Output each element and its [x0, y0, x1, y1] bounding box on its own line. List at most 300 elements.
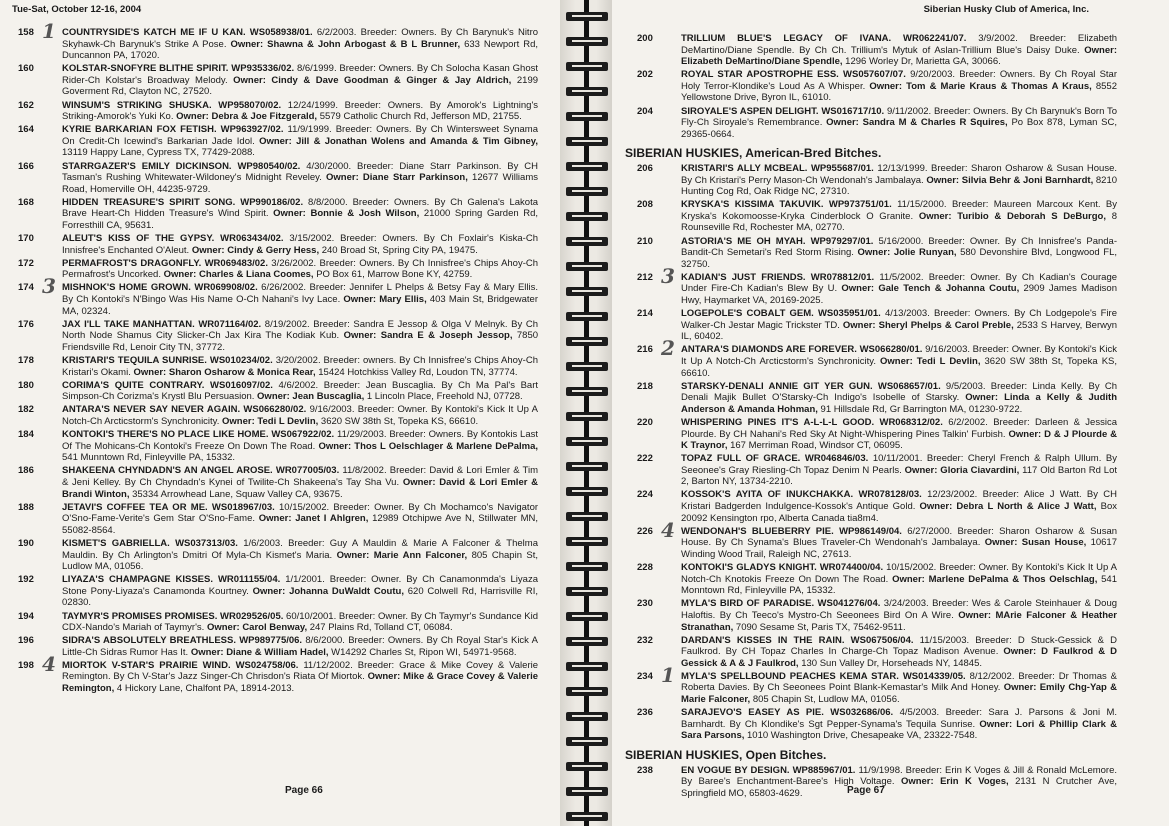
entry-details: 5/16/2000. Breeder: Owner. By Ch Innisfree's Panda-Bandit-Ch Semetari's Red Storm Rising.	[681, 235, 1118, 259]
owner-address: 805 Chapin St, Ludlow MA, 01056.	[752, 694, 900, 706]
owner-address: 13119 Happy Lane, Cypress TX, 77429-2088.	[62, 147, 255, 159]
entry-number	[18, 429, 62, 441]
owner-address: 247 Plains Rd, Tolland CT, 06084.	[309, 622, 453, 634]
owner-address: 1296 Worley Dr, Marietta GA, 30066.	[845, 56, 1001, 68]
catalog-number: 236	[637, 707, 653, 719]
entry-details: 6/2/2002. Breeder: Darleen & Jessica Plourde. By CH Nahani's Red Sky At Night-Whispering Pines Talkin' Furbish.	[681, 416, 1117, 440]
entry-number	[18, 465, 62, 477]
dog-name: COUNTRYSIDE'S KATCH ME IF U KAN.	[62, 27, 246, 38]
catalog-entry	[637, 489, 1117, 524]
registration-number: WR077005/03.	[275, 465, 340, 477]
dog-name: WHISPERING PINES IT'S A-L-L-L GOOD.	[681, 416, 875, 428]
entry-text	[62, 611, 538, 634]
entry-details: 6/2/2003. Breeder: Owners. By Ch Barynuk's Nitro Skyhawk-Ch Barynuk's Strike A Pose.	[62, 27, 539, 50]
catalog-number: 200	[637, 33, 653, 44]
entry-details: 10/15/2002. Breeder: Owner. By Kontoki's Kick It Up A Notch-Ch Knotokis Freeze On Down The Road.	[681, 562, 1118, 585]
catalog-number: 204	[637, 105, 653, 117]
entry-details: 8/6/2000. Breeder: Owners. By Ch Royal Star's Kick A Little-Ch Sidras Rumor Has It.	[62, 635, 538, 658]
entry-text	[681, 308, 1117, 343]
catalog-number: 202	[637, 69, 653, 81]
catalog-entry	[18, 380, 538, 403]
left-page	[0, 0, 560, 826]
owner-address: 620 Colwell Rd, Harrisville RI, 02830.	[62, 585, 539, 609]
registration-number: WR069483/02.	[204, 257, 268, 269]
owner-address: 8552 Yellowstone Drive, Byron IL, 61010.	[681, 80, 1117, 104]
owner-name: Owner: Shawna & John Arbogast & B L Brunner,	[230, 38, 461, 50]
binding-coil	[566, 262, 608, 271]
catalog-number: 226	[637, 525, 653, 537]
entry-number	[18, 355, 62, 367]
catalog-number: 168	[18, 196, 34, 208]
entry-number	[637, 336, 681, 361]
catalog-entry	[637, 635, 1117, 670]
registration-number: WP980540/02.	[237, 160, 301, 172]
owner-name: Owner: Sandra M & Charles R Squires,	[826, 117, 1008, 129]
catalog-entry	[637, 598, 1117, 633]
binding-coil	[566, 237, 608, 246]
binding-coil	[566, 137, 608, 146]
owner-address: 580 Devonshire Blvd, Longwood FL, 32750.	[681, 247, 1118, 270]
registration-number: WS018967/03.	[211, 501, 275, 513]
registration-number: WR011155/04.	[217, 574, 281, 586]
owner-name: Owner: David & Lori Emler & Brandi Winton,	[62, 476, 538, 500]
binding-coil	[566, 212, 608, 221]
registration-number: WS066280/02.	[243, 404, 307, 416]
binding-coil	[566, 612, 608, 621]
registration-number: WS067506/04.	[850, 634, 914, 646]
catalog-number: 212	[637, 271, 653, 283]
registration-number: WR062241/07.	[903, 33, 967, 44]
catalog-entry	[637, 163, 1117, 198]
owner-name: Owner: Debra & Joe Fitzgerald,	[176, 111, 318, 123]
entry-details: 8/19/2002. Breeder: Sandra E Jessop & Olga V Melnyk. By Ch North Node Shamus City Slicker-Ch Jax Kira The Kodiak Kub.	[62, 318, 538, 342]
owner-name: Owner: Diane & William Hadel,	[190, 646, 329, 658]
entry-text	[681, 453, 1117, 488]
dog-name: MIORTOK V-STAR'S PRAIRIE WIND.	[62, 659, 231, 671]
binding-coil	[566, 787, 608, 796]
owner-name: Owner: Cindy & Dave Goodman & Ginger & Jay Aldrich,	[233, 74, 512, 86]
catalog-entry	[18, 429, 538, 464]
entry-details: 1/1/2001. Breeder: Owner. By Ch Canamonmda's Liyaza Stone Pony-Liyaza's Canamonda Kourtney.	[62, 574, 538, 597]
entry-details: 11/29/2003. Breeder: Owners. By Kontokis Last Of The Mohicans-Ch Kontoki's Freeze On Down The Road.	[62, 429, 538, 452]
entry-number	[18, 404, 62, 416]
dog-name: WENDONAH'S BLUEBERRY PIE.	[681, 525, 834, 537]
owner-name: Owner: Gloria Ciavardini,	[904, 464, 1020, 476]
registration-number: WP990186/02.	[240, 196, 304, 208]
owner-address: 8 Rounseville Rd, Rochester MA, 02770.	[681, 210, 1117, 234]
registration-number: WR063434/02.	[220, 233, 284, 245]
binding-coil	[566, 187, 608, 196]
entry-details: 3/26/2002. Breeder: Owners. By Ch Innisfree's Chips Ahoy-Ch Permafrost's Uncorked.	[62, 257, 539, 281]
entry-details: 6/26/2002. Breeder: Jennifer L Phelps & Betsy Fay & Mary Ellis. By Ch Kontoki's N'Bingo Was His Name O-Ch Nahani's Ivy Lace.	[62, 282, 539, 306]
entry-text	[62, 660, 538, 695]
dog-name: STARSKY-DENALI ANNIE GIT YER GUN.	[681, 380, 873, 392]
entry-number	[18, 63, 62, 75]
dog-name: SARAJEVO'S EASEY AS PIE.	[681, 707, 824, 719]
catalog-entry	[18, 319, 538, 354]
entry-details: 9/5/2003. Breeder: Linda Kelly. By Ch Denali Majik Bullet O'Starsky-Ch Indigo's Isobelle of Starsky.	[681, 380, 1117, 404]
catalog-number: 210	[637, 235, 653, 247]
owner-address: 91 Hillsdale Rd, Gr Barrington MA, 01230-9722.	[820, 403, 1023, 415]
registration-number: WS057607/07.	[843, 69, 906, 81]
dog-name: KOSSOK'S AYITA OF INUKCHAKKA.	[681, 489, 854, 501]
binding-coil	[566, 87, 608, 96]
dog-name: ANTARA'S DIAMONDS ARE FOREVER.	[681, 344, 857, 356]
registration-number: WP979297/01.	[810, 235, 874, 247]
dog-name: KRYSKA'S KISSIMA TAKUVIK.	[681, 199, 824, 211]
catalog-entry	[637, 308, 1117, 343]
catalog-number: 196	[18, 635, 34, 647]
owner-address: 805 Chapin St, Ludlow MA, 01056.	[62, 549, 539, 573]
entry-text	[681, 163, 1117, 198]
dog-name: KRISTARI'S TEQUILA SUNRISE.	[62, 355, 207, 367]
entry-number	[637, 417, 681, 429]
owner-address: 5579 Catholic Church Rd, Jefferson MD, 21755.	[319, 111, 522, 123]
catalog-entry	[637, 236, 1117, 271]
dog-name: STARRGAZER'S EMILY DICKINSON.	[62, 160, 232, 172]
entry-details: 8/12/2002. Breeder: Dr Thomas & Roberta Davies. By Ch Seeonees Point Blank-Kemastar's Milk And Honey.	[681, 670, 1118, 694]
registration-number: WS014339/05.	[902, 670, 966, 682]
owner-address: 21000 Spring Garden Rd, Forresthill CA, 95631.	[62, 208, 539, 231]
entry-details: 1/6/2003. Breeder: Guy A Mauldin & Marie A Falconer & Thelma Mauldin. By Ch Arlington's Dmitri Of Myla-Ch Kismet's Maria.	[62, 537, 538, 561]
catalog-entry	[18, 404, 538, 427]
registration-number: WP955687/01.	[810, 162, 874, 174]
registration-number: WR068312/02.	[879, 416, 943, 428]
owner-name: Owner: Marlene DePalma & Thos Oelschlag,	[892, 573, 1098, 585]
dog-name: KONTOKI'S GLADYS KNIGHT.	[681, 562, 817, 574]
registration-number: WS032686/06.	[830, 707, 894, 719]
entry-number	[637, 236, 681, 248]
registration-number: WR046846/03.	[804, 453, 869, 465]
catalog-number: 198	[18, 659, 34, 671]
entry-number	[18, 611, 62, 623]
registration-number: WR069908/02.	[194, 282, 258, 294]
catalog-entry	[18, 233, 538, 256]
page-number-right: Page 67	[847, 785, 885, 796]
owner-address: 12677 Williams Road, Homerville OH, 44235-9729.	[62, 172, 538, 195]
binding-coil	[566, 712, 608, 721]
owner-address: 130 Sun Valley Dr, Horseheads NY, 14845.	[801, 657, 982, 669]
entry-details: 4/5/2003. Breeder: Sara J. Parsons & Joni M. Barnhardt. By Ch Klondike's Sgt Pepper-Synama's Tequila Sunrise.	[681, 707, 1118, 730]
entry-text	[681, 765, 1117, 800]
catalog-number: 206	[637, 162, 653, 174]
right-page	[612, 0, 1169, 826]
catalog-entry	[637, 199, 1117, 234]
registration-number: WS068657/01.	[877, 380, 941, 392]
binding-coil	[566, 437, 608, 446]
owner-address: W14292 Charles St, Ripon WI, 54971-9568.	[331, 646, 517, 658]
entry-details: 12/24/1999. Breeder: Owners. By Amorok's Lightning's Striking-Amorok's Yuki Ko.	[62, 99, 539, 123]
handwritten-placement: 3	[42, 274, 56, 299]
catalog-number: 234	[637, 670, 653, 682]
catalog-entry	[18, 465, 538, 500]
entry-text	[62, 355, 538, 378]
entry-details: 10/15/2002. Breeder: Owner. By Ch Mochamco's Navigator O'Sno-Fame-Verite's Gem Star O'Sno-Fame.	[62, 501, 539, 525]
binding-coil	[566, 62, 608, 71]
owner-name: Owner: Gale Tench & Johanna Coutu,	[841, 283, 1020, 295]
entry-number	[637, 635, 681, 647]
entry-text	[681, 344, 1117, 379]
catalog-entry	[18, 502, 538, 537]
entry-text	[681, 526, 1117, 561]
owner-name: Owner: Erin K Voges,	[900, 776, 1009, 788]
catalog-number: 180	[18, 379, 34, 391]
registration-number: WR071164/02.	[198, 318, 262, 330]
catalog-number: 208	[637, 199, 653, 211]
dog-name: ASTORIA'S ME OH MYAH.	[681, 235, 806, 247]
entry-number	[637, 562, 681, 574]
owner-address: 2199 Goverment Rd, Clayton NC, 27520.	[62, 74, 539, 98]
catalog-number: 230	[637, 598, 653, 610]
catalog-number: 222	[637, 453, 653, 465]
owner-name: Owner: Elizabeth DeMartino/Diane Spendle,	[681, 44, 1118, 68]
owner-name: Owner: Lori & Phillip Clark & Sara Parsons,	[681, 718, 1117, 742]
owner-name: Owner: Diane Starr Parkinson,	[326, 172, 468, 184]
catalog-entry	[637, 381, 1117, 416]
entry-number	[637, 517, 681, 542]
owner-name: Owner: D Faulkrod & D Gessick & A & J Faulkrod,	[681, 646, 1118, 669]
entry-text	[62, 124, 538, 159]
catalog-entry	[637, 69, 1117, 104]
running-head-date: Tue-Sat, October 12-16, 2004	[12, 4, 142, 15]
binding-coil	[566, 562, 608, 571]
registration-number: WS066280/01.	[859, 344, 923, 356]
entry-number	[18, 197, 62, 209]
catalog-number: 238	[637, 764, 653, 776]
entry-number	[637, 381, 681, 393]
catalog-number: 216	[637, 344, 653, 356]
catalog-number: 170	[18, 233, 34, 245]
registration-number: WS024758/06.	[235, 659, 299, 671]
entry-text	[681, 671, 1117, 706]
entry-number	[18, 574, 62, 586]
owner-name: Owner: Emily Chg-Yap & Marie Falconer,	[681, 682, 1117, 706]
catalog-number: 224	[637, 489, 653, 501]
registration-number: WR074400/04.	[819, 562, 884, 574]
catalog-number: 182	[18, 404, 34, 416]
entry-text	[681, 106, 1117, 141]
owner-address: 541 Munntown Rd, Finleyville PA, 15332.	[62, 452, 236, 464]
owner-name: Owner: Sandra E & Joseph Jessop,	[343, 330, 513, 342]
section-heading-open: SIBERIAN HUSKIES, Open Bitches.	[625, 747, 827, 762]
owner-name: Owner: Silvia Behr & Joni Barnhardt,	[926, 174, 1094, 186]
owner-name: Owner: Mike & Grace Covey & Valerie Remington,	[62, 671, 539, 695]
owner-address: Box 20092 Kensington rpo, Alberta Canada tia8m4.	[681, 501, 1118, 524]
entry-details: 11/8/2002. Breeder: David & Lori Emler & Tim & Jeni Kelley. By Ch Chyndadn's Kynei of Twilite-Ch Shakeena's Tay Sha Vu.	[62, 465, 539, 488]
owner-address: PO Box 61, Marrow Bone KY, 42759.	[316, 269, 473, 281]
entry-text	[62, 538, 538, 573]
entry-number	[18, 258, 62, 270]
owner-address: 10617 Winding Wood Trail, Raleigh NC, 27613.	[681, 537, 1117, 560]
binding-coil	[566, 312, 608, 321]
catalog-entry	[637, 33, 1117, 68]
owner-name: Owner: D & J Plourde & K Traynor,	[681, 428, 1118, 452]
entry-list-right	[625, 33, 1118, 801]
owner-name: Owner: Charles & Liana Coomes,	[163, 269, 314, 281]
entry-text	[62, 635, 538, 658]
dog-name: TAYMYR'S PROMISES PROMISES.	[62, 610, 218, 622]
entry-number	[637, 263, 681, 288]
dog-name: EN VOGUE BY DESIGN.	[681, 764, 790, 776]
entry-details: 11/9/1999. Breeder: Owners. By Ch Wintersweet Synama On Credit-Ch Icewind's Barkarian Jade Idol.	[62, 124, 538, 147]
owner-address: 7850 Friendsville Rd, Lenoir City TN, 37772.	[62, 330, 539, 353]
handwritten-placement: 3	[661, 263, 675, 288]
entry-details: 8/6/1999. Breeder: Owners. By Ch Solocha Kasan Ghost Rider-Ch Kolstar's Broadway Melody.	[62, 63, 538, 86]
registration-number: WP963927/02.	[220, 124, 284, 136]
page-number-left: Page 66	[285, 785, 323, 796]
entry-group-top	[637, 33, 1117, 140]
catalog-entry	[637, 453, 1117, 488]
entry-number	[18, 635, 62, 647]
registration-number: WP986149/04.	[839, 525, 902, 537]
entry-details: 11/12/2002. Breeder: Grace & Mike Covey & Valerie Remington. By Ch V-Star's Jazz Singer-Ch Chrisdon's Riata Of Miortok.	[62, 659, 539, 683]
entry-text	[681, 199, 1117, 234]
entry-text	[62, 197, 538, 232]
section-heading-american-bred: SIBERIAN HUSKIES, American-Bred Bitches.	[625, 146, 882, 161]
entry-details: 3/24/2003. Breeder: Wes & Carole Steinhauer & Doug Haloftis. By Ch Teeco's Mystro-Ch Seeonees Bird On A Wire.	[681, 598, 1118, 621]
entry-number	[637, 598, 681, 610]
owner-address: 240 Broad St, Spring City PA, 19475.	[321, 244, 478, 256]
owner-name: Owner: Debra L North & Alice J Watt,	[919, 501, 1097, 513]
dog-name: SIROYALE'S ASPEN DELIGHT.	[681, 105, 819, 117]
owner-address: 4 Hickory Lane, Chalfont PA, 18914-2013.	[116, 683, 295, 695]
catalog-entry	[637, 707, 1117, 742]
catalog-entry	[637, 336, 1118, 379]
entry-number	[18, 161, 62, 173]
catalog-number: 228	[637, 562, 653, 574]
binding-coil	[566, 637, 608, 646]
catalog-entry	[18, 538, 538, 573]
owner-address: 15424 Hotchkiss Valley Rd, Loudon TN, 37774.	[318, 366, 518, 378]
dog-name: TRILLIUM BLUE'S LEGACY OF IVANA.	[681, 33, 892, 44]
dog-name: LOGEPOLE'S COBALT GEM.	[681, 308, 814, 320]
entry-number	[18, 319, 62, 331]
entry-details: 11/9/1998. Breeder: Erin K Voges & Jill & Ronald McLemore. By Baree's Enchantment-Baree's High Voltage.	[681, 764, 1118, 788]
entry-number	[18, 502, 62, 514]
entry-text	[681, 598, 1117, 633]
entry-details: 9/16/2003. Breeder: Owner. By Kontoki's Kick It Up A Notch-Ch Arcticstorm's Synchronicity.	[681, 344, 1118, 367]
dog-name: JAX I'LL TAKE MANHATTAN.	[62, 318, 195, 330]
dog-name: JETAVI'S COFFEE TEA OR ME.	[62, 501, 208, 513]
dog-name: MYLA'S BIRD OF PARADISE.	[681, 598, 815, 610]
catalog-number: 178	[18, 355, 34, 367]
entry-text	[62, 429, 538, 464]
catalog-entry	[637, 517, 1118, 561]
binding-coil	[566, 112, 608, 121]
registration-number: WP958070/02.	[218, 99, 282, 111]
catalog-entry	[18, 100, 538, 123]
owner-address: 403 Main St, Bridgewater MA, 02324.	[62, 294, 538, 317]
dog-name: KONTOKI'S THERE'S NO PLACE LIKE HOME.	[62, 429, 269, 441]
entry-text	[681, 417, 1117, 452]
entry-number	[637, 69, 681, 81]
catalog-number: 220	[637, 416, 653, 428]
catalog-number: 232	[637, 634, 653, 646]
owner-address: 541 Monntown Rd, Finleyville PA, 15332.	[681, 573, 1117, 597]
owner-address: 1010 Washington Drive, Chesapeake VA, 23322-7548.	[747, 730, 978, 742]
dog-name: SHAKEENA CHYNDADN'S AN ANGEL AROSE.	[62, 465, 273, 477]
owner-name: Owner: Linda a Kelly & Judith Anderson & Amanda Hohman,	[681, 392, 1117, 415]
entry-text	[681, 236, 1117, 271]
entry-number	[18, 100, 62, 112]
owner-name: Owner: Marie Ann Falconer,	[336, 549, 468, 561]
owner-name: Owner: MArie Falconer & Heather Stranathan,	[681, 609, 1117, 633]
owner-address: 2909 James Madison Hwy, Haymarket VA, 20169-2025.	[681, 283, 1117, 306]
catalog-number: 194	[18, 610, 34, 622]
dog-name: KRISTARI'S ALLY MCBEAL.	[681, 162, 808, 174]
dog-name: LIYAZA'S CHAMPAGNE KISSES.	[62, 574, 213, 586]
entry-text	[62, 258, 538, 281]
catalog-entry	[18, 63, 538, 98]
owner-address: 35334 Arrowhead Lane, Squaw Valley CA, 93675.	[132, 488, 343, 500]
handwritten-placement: 4	[42, 651, 56, 676]
entry-text	[681, 33, 1117, 68]
registration-number: WS037313/03.	[175, 537, 238, 549]
entry-text	[62, 574, 538, 609]
registration-number: WR078128/03.	[858, 489, 922, 501]
entry-details: 12/23/2002. Breeder: Alice J Watt. By CH Kristari Badgerden Indulgence-Kossok's Antique Gold.	[681, 489, 1118, 513]
registration-number: WP973751/01.	[828, 199, 892, 211]
catalog-number: 176	[18, 318, 34, 330]
entry-text	[681, 635, 1117, 670]
owner-address: 1 Lincoln Place, Freehold NJ, 07728.	[366, 391, 523, 403]
entry-number	[18, 124, 62, 136]
entry-text	[681, 69, 1117, 104]
catalog-number: 174	[18, 282, 34, 294]
catalog-entry	[18, 611, 538, 634]
owner-name: Owner: Turibio & Deborah S DeBurgo,	[918, 210, 1106, 222]
catalog-number: 190	[18, 537, 34, 549]
catalog-number: 188	[18, 501, 34, 513]
owner-address: 3620 SW 38th St, Topeka KS, 66610.	[320, 416, 479, 427]
entry-list-left	[18, 19, 539, 696]
dog-name: PERMAFROST'S DRAGONFLY.	[62, 257, 202, 269]
binding-coil	[566, 737, 608, 746]
entry-number	[637, 308, 681, 320]
catalog-entry	[637, 417, 1117, 452]
entry-text	[62, 282, 538, 317]
catalog-entry	[18, 197, 538, 232]
registration-number: WS067922/02.	[271, 429, 335, 441]
binding-coil	[566, 537, 608, 546]
catalog-number: 160	[18, 63, 34, 75]
owner-name: Owner: Jolie Runyan,	[857, 247, 957, 259]
entry-details: 3/15/2002. Breeder: Owners. By Ch Foxlair's Kiska-Ch Innisfree's Enchanted O'Aleut.	[62, 233, 538, 256]
binding-coil	[566, 362, 608, 371]
registration-number: WR029526/05.	[220, 610, 284, 622]
entry-text	[62, 465, 538, 500]
registration-number: WS016097/02.	[210, 379, 273, 391]
entry-details: 4/30/2000. Breeder: Diane Starr Parkinson. By CH Tasman's Rushing Whitewater-Wildoney's Midnight Reveley.	[62, 160, 538, 184]
entry-details: 9/16/2003. Breeder: Owner. By Kontoki's Kick It Up A Notch-Ch Arcticstorm's Synchronicity.	[62, 404, 539, 427]
owner-name: Owner: Sharon Osharow & Monica Rear,	[133, 366, 316, 378]
dog-name: WINSUM'S STRIKING SHUSKA.	[62, 99, 212, 111]
entry-text	[681, 272, 1117, 307]
owner-address: 8210 Hunting Cog Rd, Oak Ridge NC, 27310.	[681, 174, 1118, 198]
owner-address: 3620 SW 38th St, Topeka KS, 66610.	[681, 355, 1118, 379]
owner-name: Owner: Johanna DuWaldt Coutu,	[252, 585, 404, 597]
entry-text	[62, 63, 538, 98]
catalog-number: 192	[18, 574, 34, 586]
entry-text	[681, 489, 1117, 524]
catalog-entry	[18, 124, 538, 159]
entry-text	[62, 100, 538, 123]
entry-text	[62, 380, 538, 403]
entry-text	[62, 319, 538, 354]
owner-address: 7090 Sesame St, Paris TX, 75462-9511.	[735, 621, 906, 633]
catalog-number: 218	[637, 380, 653, 392]
owner-address: 12989 Otchipwe Ave N, Stillwater MN, 55082-8564.	[62, 513, 539, 536]
